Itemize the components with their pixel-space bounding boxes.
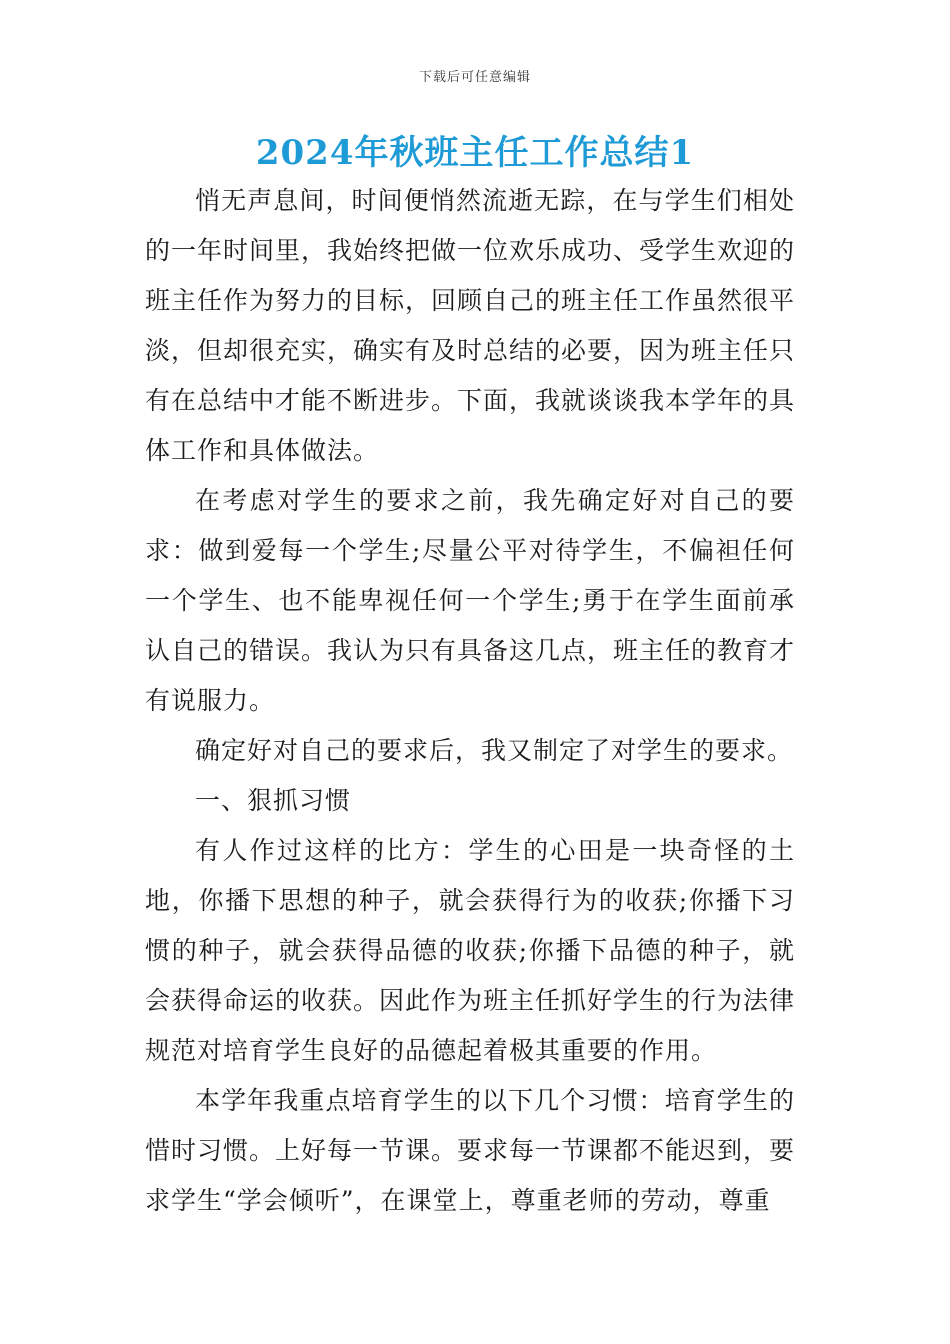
- document-title: 2024年秋班主任工作总结1: [255, 133, 695, 173]
- paragraph-student-requirements: 确定好对自己的要求后，我又制定了对学生的要求。: [195, 736, 794, 765]
- header-note: 下载后可任意编辑: [418, 70, 531, 85]
- paragraph-self-requirements: 在考虑对学生的要求之前，我先确定好对自己的要求：做到爱每一个学生;尽量公平对待学生，不偏袒任何一个学生、也不能卑视任何一个学生;勇于在学生面前承认自己的错误。我认为只有具备这几点，班主任的教育才有说服力。: [145, 486, 796, 715]
- section-heading-habits: 一、狠抓习惯: [195, 786, 352, 815]
- paragraph-intro: 悄无声息间，时间便悄然流逝无踪，在与学生们相处的一年时间里，我始终把做一位欢乐成功、受学生欢迎的班主任作为努力的目标，回顾自己的班主任工作虽然很平淡，但却很充实，确实有及时总结的必要，因为班主任只有在总结中才能不断进步。下面，我就谈谈我本学年的具体工作和具体做法。: [145, 186, 796, 465]
- paragraph-key-habits: 本学年我重点培育学生的以下几个习惯：培育学生的惜时习惯。上好每一节课。要求每一节课都不能迟到，要求学生“学会倾听”，在课堂上，尊重老师的劳动，尊重: [145, 1086, 796, 1215]
- document-body: [145, 176, 795, 1226]
- paragraph-metaphor: 有人作过这样的比方：学生的心田是一块奇怪的土地，你播下思想的种子，就会获得行为的收获;你播下习惯的种子，就会获得品德的收获;你播下品德的种子，就会获得命运的收获。因此作为班主任抓好学生的行为法律规范对培育学生良好的品德起着极其重要的作用。: [145, 836, 796, 1065]
